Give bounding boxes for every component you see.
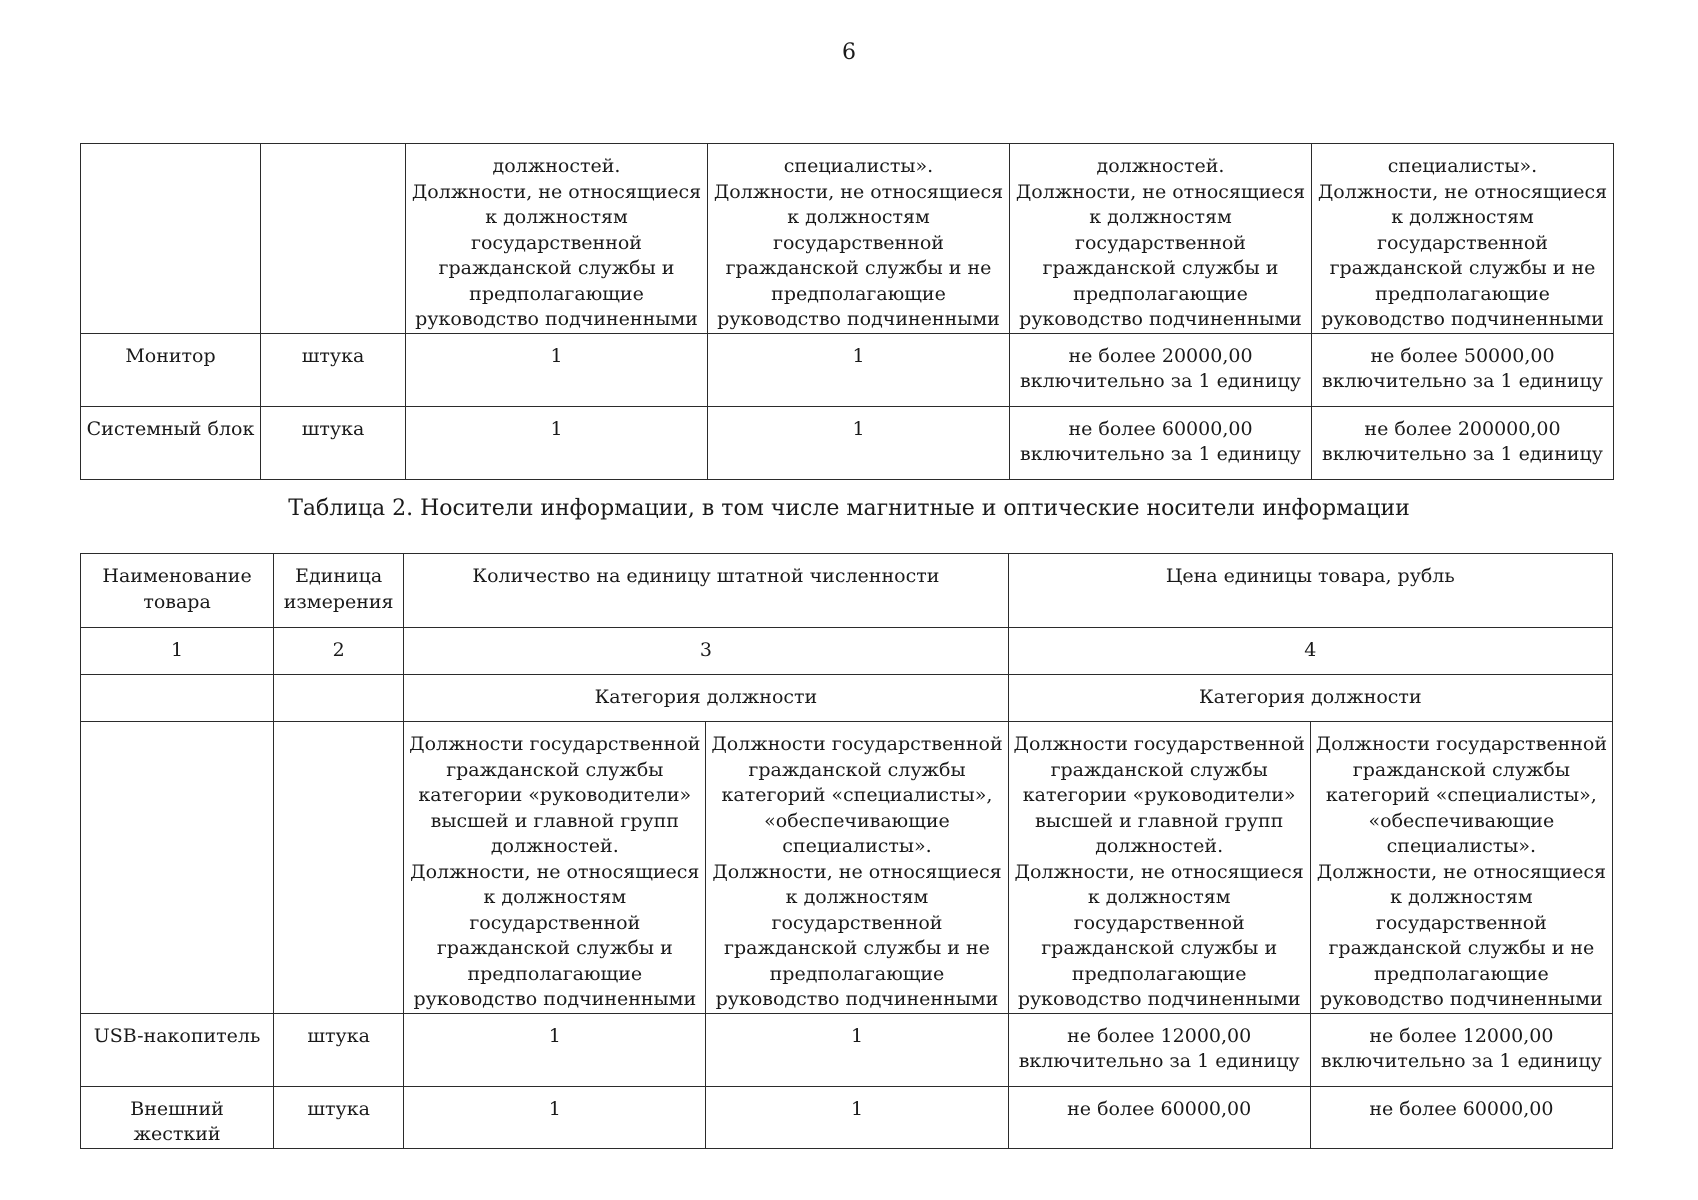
column-number: 4 bbox=[1008, 628, 1612, 675]
table-caption: Таблица 2. Носители информации, в том числе магнитные и оптические носители информации bbox=[288, 496, 1410, 521]
item-qty: 1 bbox=[708, 333, 1010, 406]
table-cell bbox=[81, 144, 261, 334]
item-unit: штука bbox=[261, 406, 406, 479]
price-text: не более 60000,00 bbox=[1067, 1097, 1252, 1120]
item-unit: штука bbox=[274, 1086, 404, 1148]
price-text: не более 200000,00 включительно за 1 единицу bbox=[1322, 417, 1603, 465]
category-cell bbox=[706, 722, 1008, 1014]
table-row bbox=[81, 1086, 1613, 1148]
table-cell bbox=[81, 675, 274, 722]
header-qty: Количество на единицу штатной численности bbox=[404, 554, 1008, 628]
price-text: не более 60000,00 bbox=[1369, 1097, 1554, 1120]
item-price bbox=[1010, 406, 1312, 479]
table-cell bbox=[274, 722, 404, 1014]
category-cell bbox=[1010, 144, 1312, 334]
category-text: должностей. Должности, не относящиеся к должностям государственной гражданской службы и предполагающие руководство подчиненными bbox=[1015, 155, 1306, 330]
category-cell bbox=[1312, 144, 1614, 334]
column-number: 1 bbox=[81, 628, 274, 675]
item-name: Монитор bbox=[81, 333, 261, 406]
table-cell bbox=[261, 144, 406, 334]
category-text: специалисты». Должности, не относящиеся к должностям государственной гражданской службы и не предполагающие руководство подчиненными bbox=[1317, 155, 1608, 330]
price-text: не более 20000,00 включительно за 1 единицу bbox=[1020, 344, 1301, 392]
table-row bbox=[81, 333, 1614, 406]
item-qty: 1 bbox=[406, 333, 708, 406]
price-text: не более 50000,00 включительно за 1 единицу bbox=[1322, 344, 1603, 392]
category-label-row bbox=[81, 675, 1613, 722]
table-cell bbox=[274, 675, 404, 722]
header-text: Единица измерения bbox=[283, 565, 394, 613]
page-number: 6 bbox=[842, 40, 856, 65]
table-row bbox=[81, 144, 1614, 334]
price-text: не более 12000,00 включительно за 1 единицу bbox=[1320, 1024, 1602, 1072]
table-row bbox=[81, 406, 1614, 479]
category-cell bbox=[406, 144, 708, 334]
item-price bbox=[1008, 1086, 1310, 1148]
storage-media-table bbox=[80, 553, 1613, 1149]
price-text: не более 12000,00 включительно за 1 единицу bbox=[1018, 1024, 1300, 1072]
item-price bbox=[1008, 1013, 1310, 1086]
item-qty: 1 bbox=[406, 406, 708, 479]
header-unit bbox=[274, 554, 404, 628]
item-unit: штука bbox=[274, 1013, 404, 1086]
item-qty: 1 bbox=[708, 406, 1010, 479]
table-row bbox=[81, 1013, 1613, 1086]
category-cell bbox=[708, 144, 1010, 334]
column-number: 3 bbox=[404, 628, 1008, 675]
column-number-row bbox=[81, 628, 1613, 675]
category-cell bbox=[1310, 722, 1612, 1014]
item-price bbox=[1310, 1013, 1612, 1086]
category-text: Должности государственной гражданской службы категорий «специалисты», «обеспечивающие специалисты». Должности, не относящиеся к должностям государственной гражданской службы и не предполагающие руководство подчиненными bbox=[1315, 733, 1608, 1010]
item-qty: 1 bbox=[706, 1013, 1008, 1086]
category-row bbox=[81, 722, 1613, 1014]
header-text: Наименование товара bbox=[102, 565, 252, 613]
category-text: Должности государственной гражданской службы категории «руководители» высшей и главной групп должностей. Должности, не относящиеся к должностям государственной гражданской службы и предполагающие руководство подчиненными bbox=[409, 733, 701, 1010]
table-cell bbox=[81, 722, 274, 1014]
item-qty: 1 bbox=[706, 1086, 1008, 1148]
category-text: специалисты». Должности, не относящиеся к должностям государственной гражданской службы и не предполагающие руководство подчиненными bbox=[713, 155, 1004, 330]
category-cell bbox=[1008, 722, 1310, 1014]
item-unit: штука bbox=[261, 333, 406, 406]
item-price bbox=[1010, 333, 1312, 406]
header-row bbox=[81, 554, 1613, 628]
column-number: 2 bbox=[274, 628, 404, 675]
item-qty: 1 bbox=[404, 1013, 706, 1086]
item-name: Системный блок bbox=[81, 406, 261, 479]
price-text: не более 60000,00 включительно за 1 единицу bbox=[1020, 417, 1301, 465]
category-cell bbox=[404, 722, 706, 1014]
item-name: Внешний жесткий bbox=[81, 1086, 274, 1148]
item-price bbox=[1312, 333, 1614, 406]
item-price bbox=[1312, 406, 1614, 479]
category-label: Категория должности bbox=[404, 675, 1008, 722]
category-text: должностей. Должности, не относящиеся к должностям государственной гражданской службы и предполагающие руководство подчиненными bbox=[411, 155, 702, 330]
item-qty: 1 bbox=[404, 1086, 706, 1148]
category-label: Категория должности bbox=[1008, 675, 1612, 722]
header-price: Цена единицы товара, рубль bbox=[1008, 554, 1612, 628]
category-text: Должности государственной гражданской службы категории «руководители» высшей и главной групп должностей. Должности, не относящиеся к должностям государственной гражданской службы и предполагающие руководство подчиненными bbox=[1013, 733, 1305, 1010]
category-text: Должности государственной гражданской службы категорий «специалисты», «обеспечивающие специалисты». Должности, не относящиеся к должностям государственной гражданской службы и не предполагающие руководство подчиненными bbox=[711, 733, 1003, 1010]
header-name bbox=[81, 554, 274, 628]
item-name: USB-накопитель bbox=[81, 1013, 274, 1086]
equipment-table-continued bbox=[80, 143, 1614, 480]
item-price bbox=[1310, 1086, 1612, 1148]
